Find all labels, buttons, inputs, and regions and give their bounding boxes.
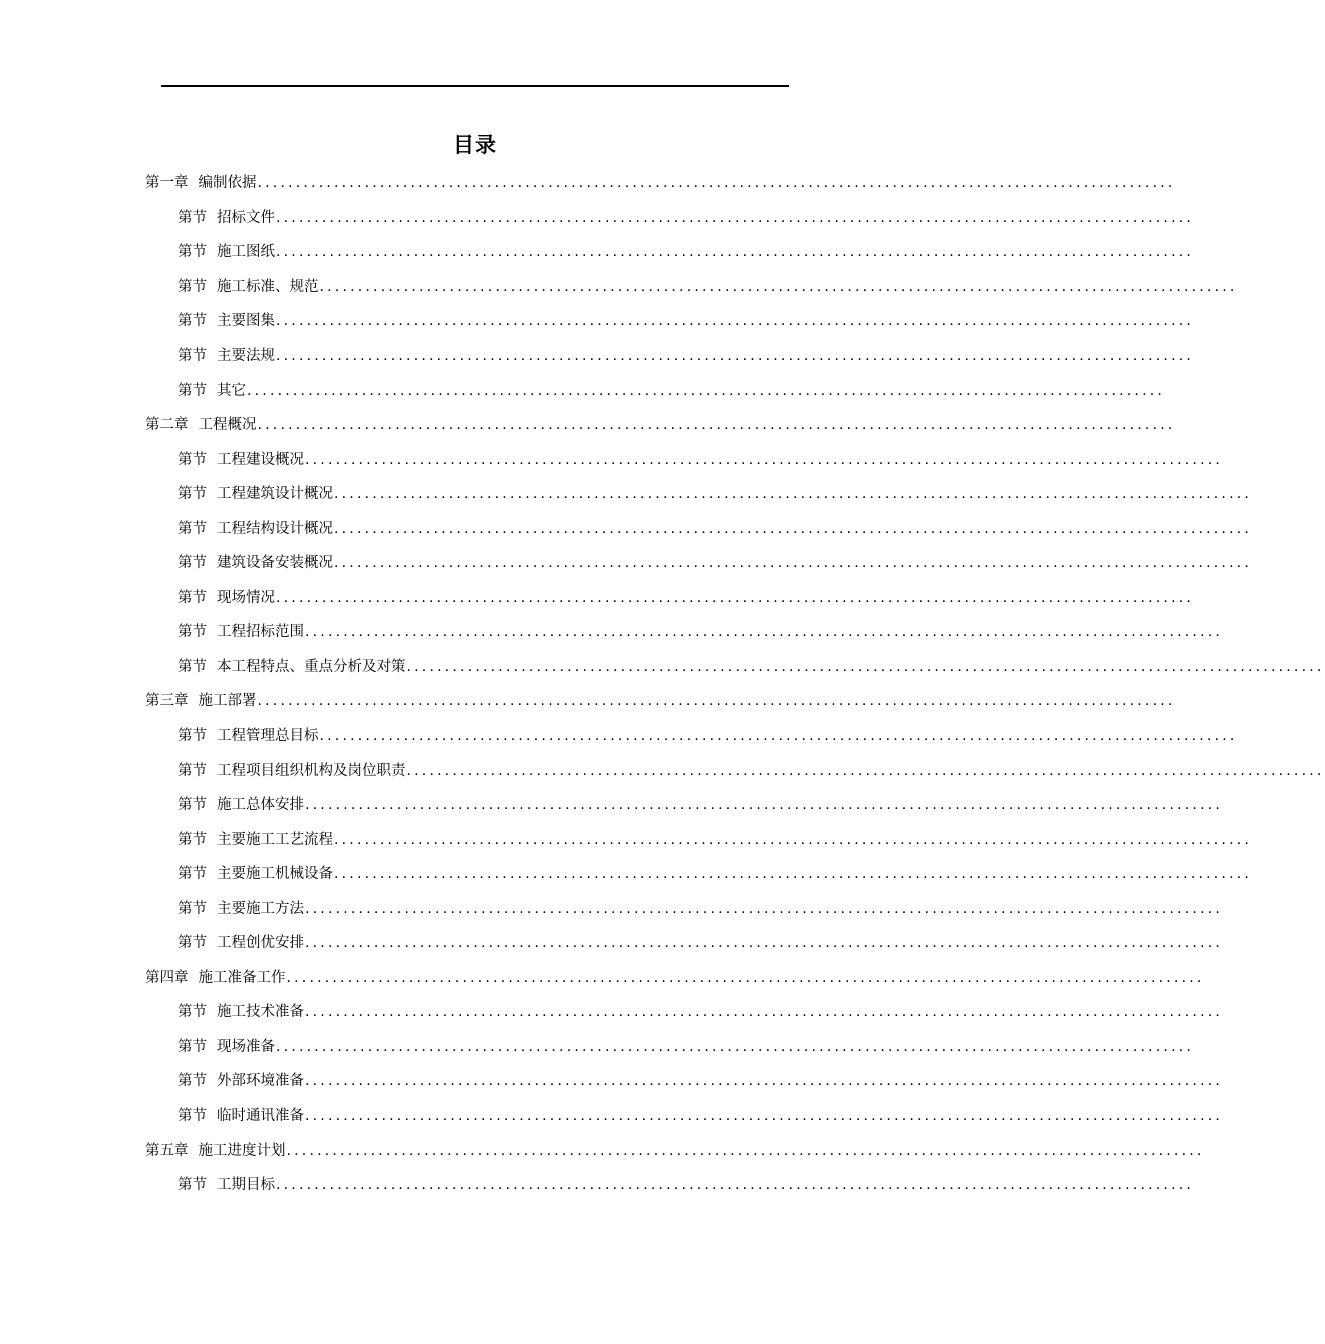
table-of-contents	[0, 166, 1325, 1202]
toc-entry-label	[178, 1106, 304, 1126]
toc-dot-leader: ........................................................................................................................	[276, 1177, 1195, 1194]
toc-entry-title: 工程概况	[198, 417, 257, 434]
toc-entry-title: 施工总体安排	[217, 797, 304, 814]
toc-entry-number: 第节	[178, 831, 207, 848]
toc-entry-number: 第三章	[145, 693, 189, 710]
toc-dot-leader: ........................................................................................................................	[334, 555, 1253, 572]
toc-entry-label	[178, 450, 304, 470]
toc-entry-number: 第节	[178, 1004, 207, 1021]
toc-entry-title: 工程建设概况	[217, 451, 304, 468]
toc-entry-label	[178, 242, 275, 262]
toc-entry-title: 主要施工机械设备	[217, 866, 333, 883]
toc-dot-leader: ........................................................................................................................	[286, 969, 1205, 986]
toc-entry-title: 工期目标	[217, 1177, 275, 1194]
toc-entry-number: 第一章	[145, 175, 189, 192]
toc-dot-leader: ........................................................................................................................	[257, 175, 1176, 192]
toc-dot-leader: ........................................................................................................................	[305, 1073, 1224, 1090]
toc-chapter-entry[interactable]	[0, 408, 1176, 443]
toc-entry-number: 第节	[178, 278, 207, 295]
toc-section-entry[interactable]	[0, 304, 1195, 339]
toc-section-entry[interactable]	[0, 926, 1224, 961]
toc-entry-label	[145, 415, 257, 435]
toc-entry-title: 编制依据	[198, 175, 257, 192]
toc-dot-leader: ........................................................................................................................	[276, 209, 1195, 226]
toc-section-entry[interactable]	[0, 857, 1253, 892]
toc-entry-number: 第节	[178, 348, 207, 364]
toc-entry-title: 主要图集	[217, 313, 275, 330]
toc-entry-title: 施工准备工作	[198, 969, 286, 986]
toc-section-entry[interactable]	[0, 235, 1195, 270]
toc-section-entry[interactable]	[0, 442, 1224, 477]
header-rule	[161, 85, 789, 87]
toc-section-entry[interactable]	[0, 719, 1238, 754]
toc-entry-number: 第二章	[145, 417, 189, 434]
toc-entry-number: 第节	[178, 555, 207, 572]
toc-section-entry[interactable]	[0, 788, 1224, 823]
toc-entry-number: 第节	[178, 244, 207, 261]
toc-entry-title: 建筑设备安装概况	[217, 555, 333, 572]
toc-chapter-entry[interactable]	[0, 684, 1176, 719]
toc-entry-label	[178, 553, 333, 573]
toc-entry-label	[178, 795, 304, 815]
toc-entry-number: 第节	[178, 520, 207, 537]
toc-entry-number: 第节	[178, 728, 207, 745]
toc-entry-number: 第节	[178, 451, 207, 468]
toc-entry-number: 第节	[178, 797, 207, 814]
toc-dot-leader: ........................................................................................................................	[334, 831, 1253, 848]
toc-entry-title: 工程招标范围	[217, 624, 304, 641]
toc-entry-number: 第节	[178, 313, 207, 330]
toc-dot-leader: ........................................................................................................................	[305, 624, 1224, 641]
toc-entry-title: 施工进度计划	[198, 1142, 286, 1159]
toc-entry-number: 第节	[178, 589, 207, 606]
toc-entry-number: 第节	[178, 866, 207, 883]
toc-entry-title: 现场情况	[217, 589, 275, 606]
toc-dot-leader: ........................................................................................................................	[305, 935, 1224, 952]
toc-section-entry[interactable]	[0, 373, 1166, 408]
toc-section-entry[interactable]	[0, 270, 1238, 305]
toc-section-entry[interactable]	[0, 891, 1224, 926]
toc-entry-title: 主要法规	[217, 348, 275, 364]
toc-dot-leader: ........................................................................................................................	[334, 520, 1253, 537]
toc-entry-number: 第节	[178, 935, 207, 952]
toc-dot-leader: ........................................................................................................................	[305, 1108, 1224, 1125]
toc-entry-label	[178, 899, 304, 919]
toc-dot-leader: ........................................................................................................................	[276, 313, 1195, 330]
toc-entry-label	[145, 1141, 286, 1161]
toc-entry-number: 第四章	[145, 969, 189, 986]
toc-section-entry[interactable]	[0, 546, 1253, 581]
toc-dot-leader: ........................................................................................................................	[319, 728, 1238, 745]
toc-entry-label	[178, 657, 406, 677]
toc-entry-title: 其它	[217, 382, 246, 399]
toc-dot-leader: ........................................................................................................................	[257, 693, 1176, 710]
toc-dot-leader: ........................................................................................................................	[276, 348, 1195, 364]
toc-entry-label	[145, 173, 257, 193]
toc-entry-label	[178, 864, 333, 884]
toc-entry-label	[178, 1175, 275, 1195]
toc-entry-title: 本工程特点、重点分析及对策	[217, 658, 406, 675]
toc-section-entry[interactable]	[0, 1030, 1195, 1065]
toc-section-entry[interactable]	[0, 753, 1325, 788]
toc-entry-number: 第节	[178, 1108, 207, 1125]
toc-entry-label	[178, 588, 275, 608]
toc-section-entry[interactable]	[0, 1099, 1224, 1134]
toc-chapter-entry[interactable]	[0, 961, 1205, 996]
toc-dot-leader: ........................................................................................................................	[305, 900, 1224, 917]
toc-section-entry[interactable]	[0, 995, 1224, 1030]
toc-entry-label	[178, 830, 333, 850]
toc-section-entry[interactable]	[0, 615, 1224, 650]
toc-entry-number: 第节	[178, 658, 207, 675]
toc-entry-label	[145, 968, 286, 988]
toc-section-entry[interactable]	[0, 1168, 1195, 1203]
toc-section-entry[interactable]	[0, 581, 1195, 616]
toc-entry-number: 第节	[178, 1177, 207, 1194]
toc-dot-leader: ........................................................................................................................	[276, 244, 1195, 261]
toc-entry-title: 施工标准、规范	[217, 278, 319, 295]
toc-entry-number: 第节	[178, 1038, 207, 1055]
toc-entry-title: 工程项目组织机构及岗位职责	[217, 762, 406, 779]
toc-entry-label	[178, 761, 406, 781]
toc-entry-title: 临时通讯准备	[217, 1108, 304, 1125]
toc-dot-leader: ........................................................................................................................	[305, 451, 1224, 468]
toc-entry-title: 工程创优安排	[217, 935, 304, 952]
toc-entry-title: 外部环境准备	[217, 1073, 304, 1090]
toc-entry-title: 工程管理总目标	[217, 728, 319, 745]
toc-entry-number: 第节	[178, 762, 207, 779]
toc-entry-label	[178, 622, 304, 642]
toc-section-entry[interactable]	[0, 650, 1325, 685]
toc-entry-label	[178, 1002, 304, 1022]
toc-dot-leader: ........................................................................................................................	[319, 278, 1238, 295]
toc-entry-title: 工程建筑设计概况	[217, 486, 333, 503]
toc-chapter-entry[interactable]	[0, 1133, 1205, 1168]
toc-entry-number: 第五章	[145, 1142, 189, 1159]
toc-section-entry[interactable]	[0, 339, 1195, 374]
toc-entry-title: 主要施工方法	[217, 900, 304, 917]
toc-entry-title: 施工技术准备	[217, 1004, 304, 1021]
toc-section-entry[interactable]	[0, 822, 1253, 857]
toc-entry-label	[178, 311, 275, 331]
toc-title: 目录	[453, 133, 497, 157]
toc-entry-number: 第节	[178, 209, 207, 226]
toc-entry-title: 施工部署	[198, 693, 257, 710]
toc-section-entry[interactable]	[0, 477, 1253, 512]
toc-entry-title: 现场准备	[217, 1038, 275, 1055]
toc-dot-leader: ........................................................................................................................	[406, 658, 1325, 675]
toc-section-entry[interactable]	[0, 511, 1253, 546]
toc-entry-title: 招标文件	[217, 209, 275, 226]
toc-entry-title: 施工图纸	[217, 244, 275, 261]
toc-entry-title: 主要施工工艺流程	[217, 831, 333, 848]
toc-entry-label	[178, 277, 319, 297]
toc-entry-label	[145, 691, 257, 711]
toc-dot-leader: ........................................................................................................................	[257, 417, 1176, 434]
toc-dot-leader: ........................................................................................................................	[334, 486, 1253, 503]
toc-section-entry[interactable]	[0, 201, 1195, 236]
toc-entry-label	[178, 726, 319, 746]
toc-entry-number: 第节	[178, 900, 207, 917]
toc-dot-leader: ........................................................................................................................	[247, 382, 1166, 399]
toc-entry-label	[178, 933, 304, 953]
toc-dot-leader: ........................................................................................................................	[276, 589, 1195, 606]
toc-dot-leader: ........................................................................................................................	[276, 1038, 1195, 1055]
toc-entry-number: 第节	[178, 382, 207, 399]
toc-dot-leader: ........................................................................................................................	[406, 762, 1325, 779]
toc-entry-number: 第节	[178, 486, 207, 503]
toc-dot-leader: ........................................................................................................................	[305, 797, 1224, 814]
toc-dot-leader: ........................................................................................................................	[305, 1004, 1224, 1021]
toc-entry-label	[178, 519, 333, 539]
toc-section-entry[interactable]	[0, 1064, 1224, 1099]
toc-entry-label	[178, 346, 275, 366]
toc-entry-label	[178, 484, 333, 504]
toc-entry-number: 第节	[178, 1073, 207, 1090]
toc-entry-label	[178, 208, 275, 228]
toc-entry-label	[178, 1071, 304, 1091]
toc-dot-leader: ........................................................................................................................	[286, 1142, 1205, 1159]
toc-entry-number: 第节	[178, 624, 207, 641]
toc-dot-leader: ........................................................................................................................	[334, 866, 1253, 883]
toc-chapter-entry[interactable]	[0, 166, 1176, 201]
toc-entry-title: 工程结构设计概况	[217, 520, 333, 537]
toc-entry-label	[178, 381, 246, 401]
toc-entry-label	[178, 1037, 275, 1057]
